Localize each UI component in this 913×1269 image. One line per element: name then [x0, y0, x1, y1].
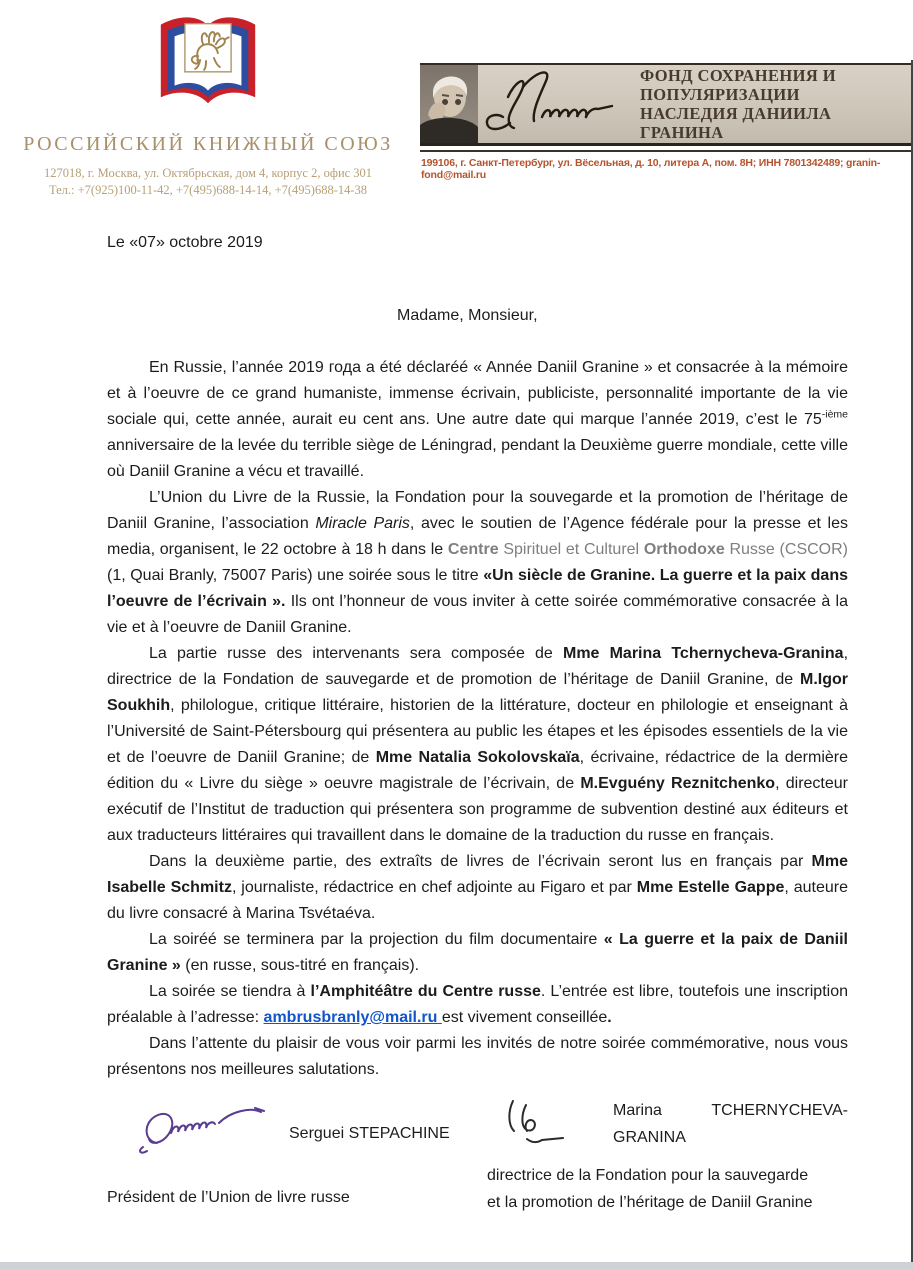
text-run: La soirée se tiendra à [149, 983, 311, 1000]
text-run: , auteure du livre consacré à Marina Tsvétaéva. [107, 879, 849, 922]
letter-body [107, 230, 848, 1216]
text-run: Ils ont l’honneur de vous inviter à cette soirée commémorative consacrée à la vie et à l’oeuvre de Daniil Granine. [107, 593, 848, 636]
letter-paragraph [107, 927, 848, 979]
granina-name-line2: GRANINA [613, 1129, 686, 1146]
book-griffin-logo-icon [149, 8, 267, 116]
text-run: L’Union du Livre de la Russie, la Fondation pour la souvegarde et la promotion de l’héritage de Daniil Granine, l’association [107, 489, 848, 532]
text-run: Mme Isabelle Schmitz [107, 853, 848, 896]
org-name: РОССИЙСКИЙ КНИЖНЫЙ СОЮЗ [23, 133, 393, 155]
letter-paragraph [107, 1031, 848, 1083]
letter-paragraph [107, 979, 848, 1031]
granina-title-line1: directrice de la Fondation pour la sauvegarde [487, 1167, 809, 1184]
org-address [12, 165, 404, 199]
text-run: , journaliste, rédactrice en chef adjointe au Figaro et par [231, 879, 637, 896]
org-address-line: 127018, г. Москва, ул. Октябрьская, дом 4, корпус 2, офис 301 [43, 166, 373, 180]
stepachine-name: Serguei STEPACHINE [289, 1125, 450, 1142]
granin-portrait-photo [420, 65, 478, 143]
stepachine-title: Président de l’Union de livre russe [107, 1189, 350, 1206]
text-run: , directrice de la Fondation de sauvegarde et de promotion de l’héritage de Daniil Granine, de [107, 645, 849, 688]
org-phones-line: Тел.: +7(925)100-11-42, +7(495)688-14-14, +7(495)688-14-38 [48, 183, 368, 197]
text-run: M.Igor Soukhih [107, 671, 848, 714]
letter-paragraph [107, 355, 848, 485]
text-run: (en russe, sous-titré en français). [180, 957, 420, 974]
text-run: La partie russe des intervenants sera composée de [149, 645, 563, 662]
foundation-address: 199106, г. Санкт-Петербург, ул. Вёсельная, д. 10, литера А, пом. 8Н; ИНН 7801342489; granin-fond@mail.ru [421, 157, 881, 181]
text-run: Dans la deuxième partie, des extraîts de livres de l’écrivain seront lus en français par [149, 853, 812, 870]
text-run: , avec le soutien de l’Agence fédérale pour la presse et les media, organisent, le 22 octobre à 18 h dans le [107, 515, 848, 558]
text-run: Mme Marina Tchernycheva-Granina [562, 645, 844, 662]
text-run: , écrivaine, rédactrice de la dermière édition du « Livre du siège » oeuvre magistrale de l’écrivain, de [107, 749, 849, 792]
letter-paragraph [107, 849, 848, 927]
letter-paragraph [107, 641, 848, 849]
text-run: Orthodoxe [643, 541, 725, 558]
foundation-title [640, 66, 913, 142]
text-run: . [607, 1009, 612, 1026]
stepachine-signature [135, 1097, 275, 1155]
granina-title [487, 1162, 848, 1216]
letter-paragraph [107, 485, 848, 641]
text-run: Mme Estelle Gappe [636, 879, 785, 896]
signature-section [107, 1097, 848, 1216]
text-run: Centre [447, 541, 499, 558]
text-run: Spirituel et Culturel [498, 541, 644, 558]
granina-first-name: Marina [613, 1102, 662, 1119]
granina-title-line2: et la promotion de l’héritage de Daniil Granine [487, 1194, 813, 1211]
granina-name [613, 1097, 848, 1151]
text-run: , directeur exécutif de l’Institut de traduction qui présentera son programme de subvention destiné aux éditeurs et aux traducteurs littéraires qui travaillent dans le domaine de la traduction du russe en français. [107, 775, 848, 844]
signature-block-granina [487, 1097, 848, 1216]
text-run: Mme Natalia Sokolovskaïa [375, 749, 580, 766]
text-run: -ième [821, 408, 848, 421]
text-run: Miracle Paris [315, 515, 410, 532]
letterhead-granin-foundation-banner [420, 63, 913, 146]
letter-paragraphs [107, 355, 848, 1083]
foundation-title-line1: ФОНД СОХРАНЕНИЯ И ПОПУЛЯРИЗАЦИИ [640, 66, 836, 104]
text-run: (1, Quai Branly, 75007 Paris) une soirée sous le titre [107, 567, 484, 584]
signature-block-stepachine [107, 1097, 479, 1216]
foundation-title-line2: НАСЛЕДИЯ ДАНИИЛА ГРАНИНА [640, 104, 832, 142]
text-run: En Russie, l’année 2019 года a été déclaréé « Année Daniil Granine » et consacrée à la mémoire et à l’oeuvre de ce grand humaniste, immense écrivain, publiciste, personnalité importante de la vie sociale qui, cette année, aurait eu cent ans. Une autre date qui marque l’année 2019, c’est le 75 [107, 359, 848, 428]
text-run: «Un siècle de Granine. La guerre et la paix dans l’oeuvre de l’écrivain ». [107, 567, 849, 610]
text-run: anniversaire de la levée du terrible siège de Léningrad, pendant la Deuxième guerre mondiale, cette ville où Daniil Granine a vécu et travaillé. [107, 437, 848, 480]
salutation: Madame, Monsieur, [397, 307, 538, 324]
text-run: M.Evguény Reznitchenko [580, 775, 776, 792]
granina-last-name: TCHERNYCHEVA- [711, 1102, 848, 1119]
granin-signature [480, 67, 638, 139]
text-run: , philologue, critique littéraire, historien de la littérature, docteur en philologie et enseignant à l’Université de Saint-Pétersbourg qui présentera au public les étapes et les épisodes essentiels de la vie et de l’oeuvre de Daniil Granine; de [107, 697, 848, 766]
scan-edge-bottom [0, 1262, 913, 1269]
text-run: « La guerre et la paix de Daniil Granine » [107, 931, 848, 974]
text-run: La soiréé se terminera par la projection du film documentaire [149, 931, 604, 948]
letter-date: Le «07» octobre 2019 [107, 234, 263, 251]
email-link[interactable]: ambrusbranly@mail.ru [263, 1009, 442, 1026]
text-run: . L’entrée est libre, toutefois une inscription préalable à l’adresse: [107, 983, 848, 1026]
text-run: Russe (CSCOR) [724, 541, 848, 558]
granina-signature [499, 1097, 565, 1149]
text-run: Dans l’attente du plaisir de vous voir parmi les invités de notre soirée commémorative, nous vous présentons nos meilleures salutations. [107, 1035, 848, 1078]
banner-underline [420, 150, 913, 152]
text-run: l’Amphitéâtre du Centre russe [310, 983, 541, 1000]
letterhead-russian-book-union [12, 8, 404, 199]
text-run: est vivement conseillée [441, 1009, 608, 1026]
